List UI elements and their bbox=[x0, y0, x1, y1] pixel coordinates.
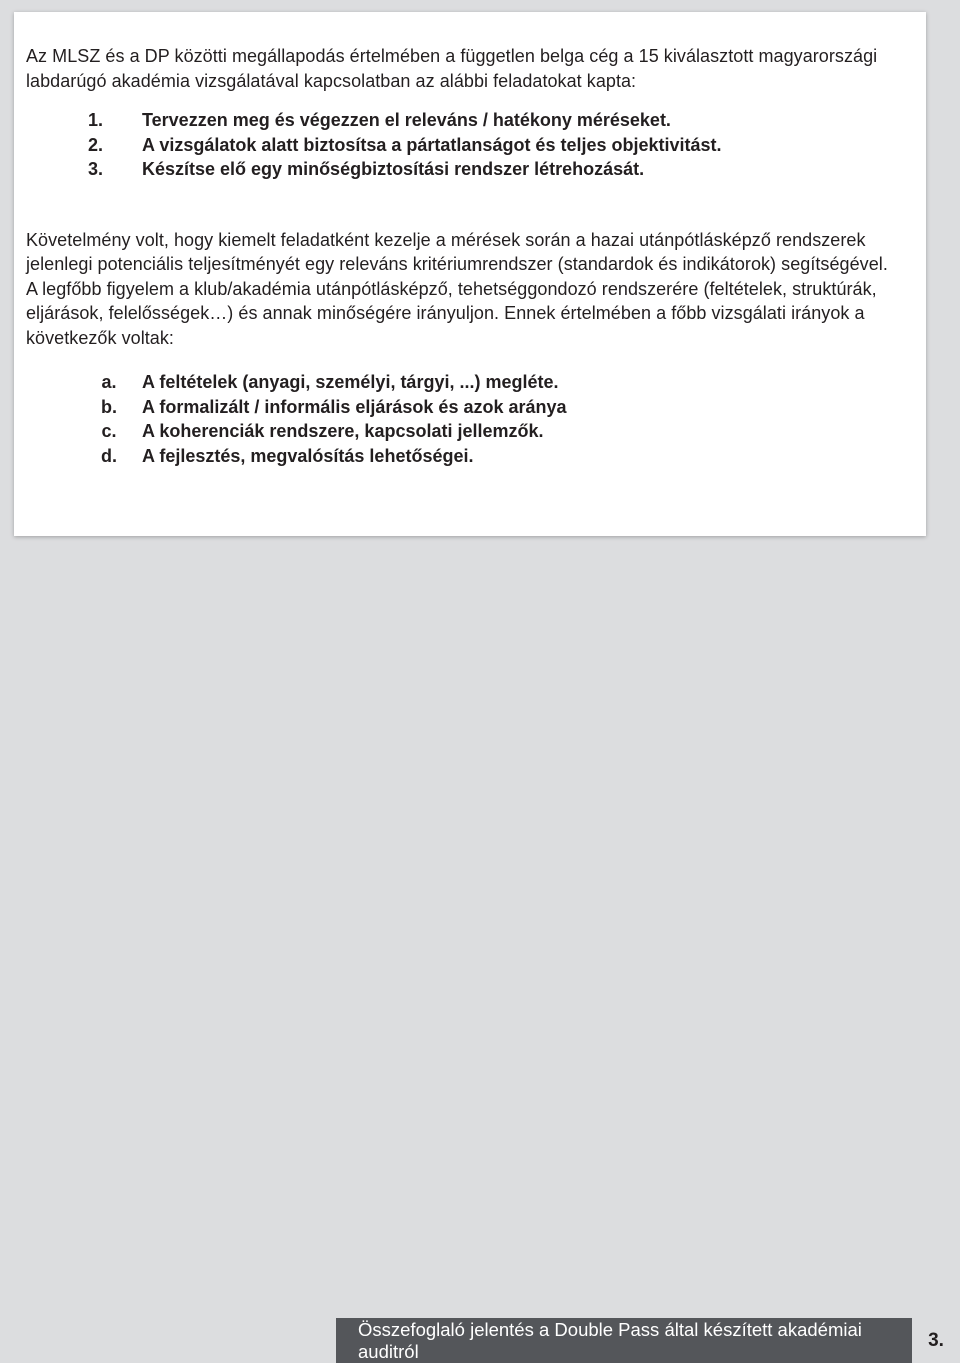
list-item-text: A feltételek (anyagi, személyi, tárgyi, ...) megléte. bbox=[142, 372, 559, 392]
list-item-text: A fejlesztés, megvalósítás lehetőségei. bbox=[142, 445, 474, 466]
list-marker: 3. bbox=[88, 159, 104, 179]
page-footer bbox=[336, 1318, 960, 1363]
list-item bbox=[26, 108, 896, 133]
list-item bbox=[26, 370, 896, 395]
direction-list bbox=[26, 370, 896, 468]
requirement-paragraph: Követelmény volt, hogy kiemelt feladatként kezelje a mérések során a hazai utánpótlásképző rendszerek jelenlegi potenciális teljesítményét egy releváns kritériumrendszer (standardok és indikátorok) segítségével. A legfőbb figyelem a klub/akadémia utánpótlásképző, tehetséggondozó rendszerére (feltételek, struktúrák, eljárások, felelősségek…) és annak minőségére irányuljon. Ennek értelmében a főbb vizsgálati irányok a következők voltak: bbox=[26, 229, 888, 348]
list-marker: b. bbox=[101, 396, 117, 417]
list-item bbox=[26, 395, 896, 420]
list-marker: c. bbox=[101, 421, 117, 441]
list-item bbox=[26, 444, 896, 469]
list-item-text: Készítse elő egy minőségbiztosítási rendszer létrehozását. bbox=[142, 159, 645, 179]
intro-paragraph: Az MLSZ és a DP közötti megállapodás értelmében a független belga cég a 15 kiválasztott magyarországi labdarúgó akadémia vizsgálatával kapcsolatban az alábbi feladatokat kapta: bbox=[26, 46, 878, 91]
list-marker: 2. bbox=[88, 134, 104, 155]
list-item bbox=[26, 419, 896, 444]
list-item-text: Tervezzen meg és végezzen el releváns / hatékony méréseket. bbox=[142, 110, 671, 130]
list-item bbox=[26, 133, 896, 158]
task-list bbox=[26, 108, 896, 182]
footer-title: Összefoglaló jelentés a Double Pass által készített akadémiai auditról bbox=[336, 1318, 912, 1363]
content-card bbox=[14, 12, 926, 536]
list-marker: 1. bbox=[88, 110, 104, 130]
list-item-text: A vizsgálatok alatt biztosítsa a pártatlanságot és teljes objektivitást. bbox=[142, 134, 722, 155]
list-marker: d. bbox=[101, 445, 117, 466]
list-item-text: A formalizált / informális eljárások és azok aránya bbox=[142, 396, 567, 417]
page-number: 3. bbox=[912, 1318, 960, 1363]
list-item-text: A koherenciák rendszere, kapcsolati jellemzők. bbox=[142, 421, 544, 441]
list-item bbox=[26, 157, 896, 182]
list-marker: a. bbox=[101, 372, 117, 392]
